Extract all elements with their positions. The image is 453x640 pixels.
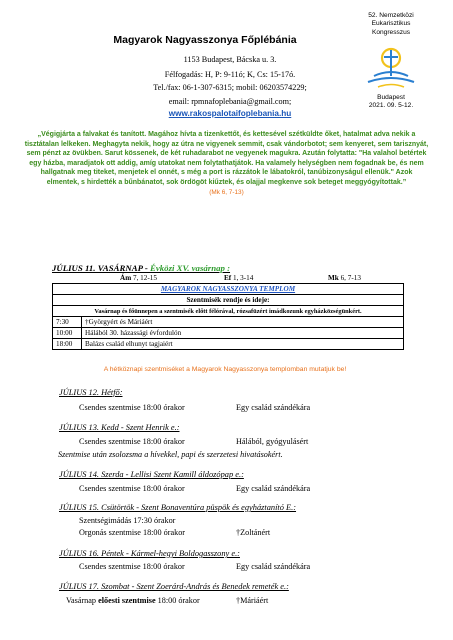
reading-2 <box>224 274 253 282</box>
congress-line-3: Kongresszus <box>371 28 411 36</box>
weekday-note-tue: Szentmise után zsolozsma a hívekkel, papi és szerzetesi hivatásokért. <box>58 450 283 459</box>
church-name: MAGYAROK NAGYASSZONYA TEMPLOM <box>53 284 404 295</box>
sunday-mass-table <box>52 283 404 350</box>
congress-line-1: 52. Nemzetközi <box>368 12 414 19</box>
reading-2-book: Ef <box>224 274 232 282</box>
parish-title: Magyarok Nagyasszonya Főplébánia <box>113 34 297 46</box>
weekday-heading-fri: JÚLIUS 16. Péntek - Kármel-hegyi Boldogasszony e.: <box>59 549 240 558</box>
mass-time: 18:00 <box>53 339 82 350</box>
website-link[interactable]: www.rakospalotaifoplebania.hu <box>168 109 292 118</box>
gospel-quote <box>24 130 429 197</box>
parish-address: 1153 Budapest, Bácska u. 3. <box>183 55 277 64</box>
congress-name <box>352 12 430 37</box>
weekday-mass-tue: Csendes szentmise 18:00 órakor <box>79 437 185 446</box>
weekday-intention-thu: †Zoltánért <box>236 528 271 537</box>
weekday-mass-thu-1: Szentségimádás 17:30 órakor <box>79 516 176 525</box>
table-row <box>53 317 404 328</box>
weekday-intention-tue: Hálából, gyógyulásért <box>236 437 309 446</box>
weekday-intention-sat: †Máriáért <box>236 596 269 605</box>
weekday-intention-mon: Egy család szándékára <box>236 403 311 412</box>
weekday-intention-fri: Egy család szándékára <box>236 562 311 571</box>
mass-time: 7:30 <box>53 317 82 328</box>
sat-mass-pre: Vasárnap <box>66 596 99 605</box>
weekday-mass-wed: Csendes szentmise 18:00 órakor <box>79 484 185 493</box>
weekday-mass-mon: Csendes szentmise 18:00 órakor <box>79 403 185 412</box>
office-hours: Félfogadás: H, P: 9-11ó; K, Cs: 15-17ó. <box>164 70 296 79</box>
mass-intention: Balázs család elhunyt tagjaiért <box>82 339 404 350</box>
reading-2-ref: 1, 3-14 <box>231 274 254 282</box>
website-link-wrapper <box>120 109 340 119</box>
congress-when <box>352 94 430 111</box>
weekday-mass-thu-2: Orgonás szentmise 18:00 órakor <box>79 528 186 537</box>
weekday-heading-mon: JÚLIUS 12. Hétfő: <box>59 388 123 397</box>
sat-mass-post: 18:00 órakor <box>155 596 200 605</box>
gospel-text: „Végigjárta a falvakat és tanított. Magához hívta a tizenkettőt, és kettesével szétküldte őket, hatalmat adva nekik a tisztátalan lelkeken. Meghagyta nekik, hogy az útra ne vigyenek semmit, csak vándorbotot; sem kenyeret, sem tarisznyát, sem pénzt az övükben. Sarut kössenek, de két ruhadarabot ne vegyenek magukra. Azután folytatta: "Ha valahol betértek egy házba, maradjatok ott addig, amíg utatokat nem folytathatjátok. Ha valamely helységben nem fogadnak be, és nem hallgatnak meg titeket, menjetek el onnét, s még a port is rázzátok le lábatokról, tanúbizonyságul ellenük." Azok elmentek, s hirdették a bűnbánatot, sok ördögöt kiűztek, és olajjal megkenve sok beteget meggyógyítottak.” <box>24 131 429 186</box>
mass-intention: †Györgyért és Máriáért <box>82 317 404 328</box>
weekday-mass-sat <box>66 596 200 605</box>
reading-1-book: Ám <box>120 274 132 282</box>
weekday-heading-sat: JÚLIUS 17. Szombat - Szent Zoerárd-András és Benedek remeték e.: <box>59 582 289 591</box>
congress-line-2: Eukarisztikus <box>371 20 411 28</box>
reading-3-book: Mk <box>328 274 339 282</box>
congress-date: 2021. 09. 5-12. <box>368 102 414 110</box>
table-row <box>53 328 404 339</box>
congress-city: Budapest <box>377 94 405 101</box>
sunday-heading <box>52 263 230 273</box>
rosary-note: Vasárnap és főünnepen a szentmisék előtt félórával, rózsafüzért imádkozunk egyházközségünkért. <box>53 306 404 317</box>
mass-time: 10:00 <box>53 328 82 339</box>
sunday-date: JÚLIUS 11. VASÁRNAP - <box>52 263 151 273</box>
weekday-mass-notice: A hétköznapi szentmiséket a Magyarok Nagyasszonya templomban mutatjuk be! <box>103 366 347 373</box>
mass-schedule-title: Szentmisék rendje és ideje: <box>53 295 404 306</box>
weekday-mass-fri: Csendes szentmise 18:00 órakor <box>79 562 185 571</box>
phone-numbers: Tel./fax: 06-1-307-6315; mobil: 06203574229; <box>153 83 307 92</box>
weekday-intention-wed: Egy család szándékára <box>236 484 311 493</box>
gospel-reference: (Mk 6, 7-13) <box>209 188 244 196</box>
weekday-heading-thu: JÚLIUS 15. Csütörtök - Szent Bonaventúra püspök és egyháztanító E.: <box>59 503 297 512</box>
reading-1 <box>120 274 157 282</box>
table-row <box>53 339 404 350</box>
reading-3 <box>328 274 361 282</box>
mass-intention: Hálából 30. házassági évfordulón <box>82 328 404 339</box>
weekday-heading-wed: JÚLIUS 14. Szerda - Lellisi Szent Kamill áldozópap e.: <box>59 470 244 479</box>
sunday-feast: Évközi XV. vasárnap : <box>150 263 231 273</box>
sat-mass-bold: előesti szentmise <box>98 596 156 605</box>
reading-3-ref: 6, 7-13 <box>338 274 361 282</box>
email-address: email: rpmnafoplebania@gmail.com; <box>168 97 292 106</box>
reading-1-ref: 7, 12-15 <box>131 274 157 282</box>
eucharistic-congress-logo-icon <box>364 46 418 88</box>
weekday-heading-tue: JÚLIUS 13. Kedd - Szent Henrik e.: <box>59 423 180 432</box>
